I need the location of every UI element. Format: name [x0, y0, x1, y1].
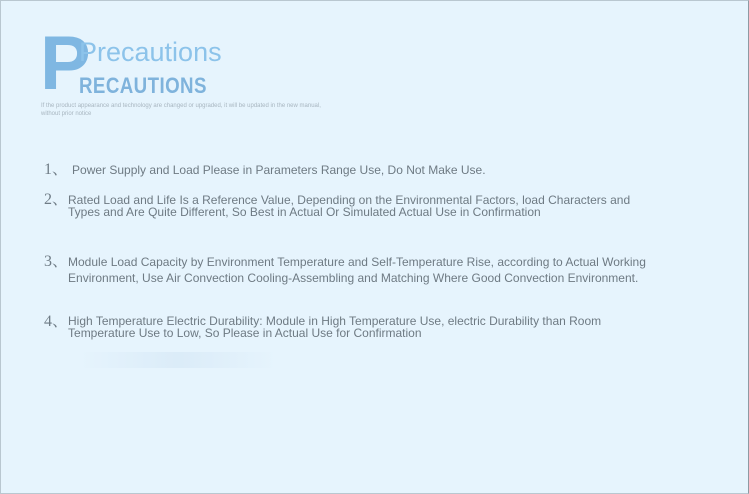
precaution-item-4	[44, 314, 628, 339]
item-number: 2、	[44, 191, 69, 208]
item-number: 3、	[44, 253, 69, 270]
precaution-item-1	[44, 162, 486, 178]
page-title: Precautions	[79, 37, 222, 67]
precaution-item-2	[44, 192, 648, 218]
precaution-item-3	[44, 254, 658, 286]
large-initial-letter: P	[40, 21, 89, 106]
item-text: Power Supply and Load Please in Parameters Range Use, Do Not Make Use.	[72, 163, 486, 177]
faded-watermark	[78, 352, 278, 368]
item-text: Rated Load and Life Is a Reference Value, Depending on the Environmental Factors, load Characters and Types and Are Quite Different, So Best in Actual Or Simulated Actual Use in Confirmation	[68, 193, 631, 219]
item-text: High Temperature Electric Durability: Module in High Temperature Use, electric Durability than Room Temperature Use to Low, So Please in Actual Use for Confirmation	[68, 314, 602, 340]
item-number: 1、	[44, 161, 69, 178]
disclaimer-note: If the product appearance and technology are changed or upgraded, it will be updated in the new manual, without prior notice	[41, 103, 321, 117]
item-number: 4、	[44, 313, 69, 330]
item-text: Module Load Capacity by Environment Temperature and Self-Temperature Rise, according to Actual Working Environment, Use Air Convection Cooling-Assembling and Matching Where Good Convection Environment.	[68, 255, 646, 285]
page-title-caps: RECAUTIONS	[79, 73, 207, 98]
